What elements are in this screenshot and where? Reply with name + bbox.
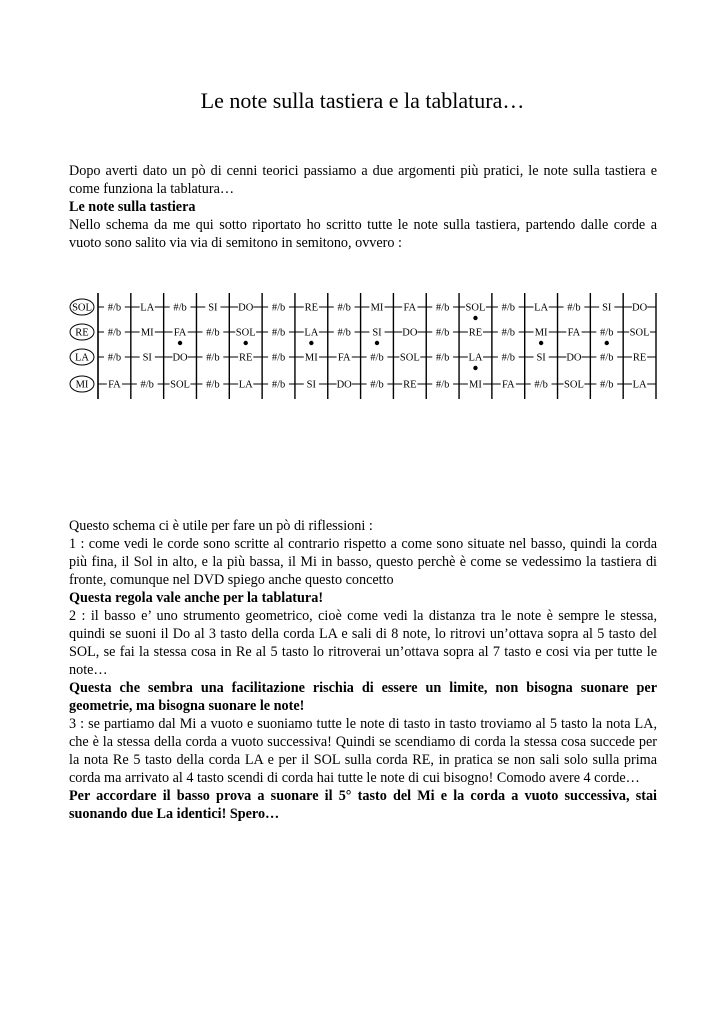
fret-note: #/b — [435, 379, 450, 391]
fret-note: #/b — [173, 302, 187, 314]
fret-note: FA — [337, 352, 351, 364]
page-title: Le note sulla tastiera e la tablatura… — [200, 88, 525, 113]
fret-note: SOL — [399, 352, 420, 364]
fret-note: #/b — [271, 302, 286, 314]
fret-note: SI — [142, 352, 152, 364]
fret-note: FA — [403, 302, 417, 314]
fret-note: #/b — [435, 327, 450, 339]
fret-note: LA — [238, 379, 253, 391]
fret-marker-dot — [473, 316, 477, 320]
fret-note: DO — [238, 302, 254, 314]
intro-paragraph-2: Nello schema da me qui sotto riportato ho scritto tutte le note sulla tastiera, partendo dalle corde a vuoto sono salito via via di semitono in semitono, ovvero : — [69, 217, 657, 251]
fret-note: DO — [336, 379, 352, 391]
fret-note: DO — [172, 352, 188, 364]
fret-note: #/b — [206, 327, 220, 339]
fret-note: MI — [469, 379, 482, 391]
fret-note: #/b — [600, 352, 614, 364]
fret-note: SOL — [170, 379, 190, 391]
fret-note: #/b — [501, 327, 516, 339]
section-heading: Le note sulla tastiera — [69, 199, 196, 215]
fret-note: SI — [208, 302, 218, 314]
fret-note: FA — [567, 327, 581, 339]
fret-note: SI — [536, 352, 546, 364]
fret-note: #/b — [501, 302, 516, 314]
fret-marker-dot — [309, 341, 313, 345]
fret-note: #/b — [600, 379, 614, 391]
fret-note: RE — [304, 302, 319, 314]
fret-note: #/b — [337, 302, 351, 314]
fret-note: #/b — [567, 302, 581, 314]
fret-note: SI — [306, 379, 317, 391]
fret-note: RE — [403, 379, 417, 391]
fret-note: FA — [108, 379, 121, 391]
fret-note: LA — [632, 379, 647, 391]
point-1: 1 : come vedi le corde sono scritte al contrario rispetto a come sono situate nel basso, quindi la corda più fina, il Sol in alto, e la più bassa, il Mi in basso, questo perchè è come se vedessimo la tastiera di fronte, comunque nel DVD spiego anche questo concetto — [69, 536, 657, 588]
fret-note: #/b — [370, 379, 384, 391]
fret-marker-dot — [473, 366, 477, 370]
open-string-label: RE — [75, 327, 89, 339]
open-string-label: MI — [75, 379, 89, 391]
fret-marker-dot — [539, 341, 543, 345]
fret-note: SI — [372, 327, 382, 339]
fret-note: LA — [468, 352, 483, 364]
fret-note: #/b — [107, 302, 122, 314]
fret-marker-dot — [605, 341, 609, 345]
point-3: 3 : se partiamo dal Mi a vuoto e suoniamo tutte le note di tasto in tasto troviamo al 5 tasto la nota LA, che è la stessa della corda a vuoto successiva! Quindi se scendiamo di corda la stessa cosa succede per la nota Re 5 tasto della corda LA e per il SOL sulla corda RE, in pratica se non sali solo sulla prima corda ma arrivato al 4 tasto scendi di corda hai tutte le note di cui bisogno! Comodo avere 4 corde… — [69, 716, 657, 786]
fret-note: #/b — [435, 352, 450, 364]
fret-note: #/b — [206, 352, 220, 364]
fret-note: MI — [140, 327, 154, 339]
intro-section — [69, 162, 657, 252]
open-string-label: SOL — [72, 302, 92, 314]
fret-note: LA — [140, 302, 155, 314]
fret-note: #/b — [140, 379, 154, 391]
fret-note: RE — [238, 352, 253, 364]
fret-note: #/b — [370, 352, 384, 364]
fret-note: #/b — [271, 352, 286, 364]
fret-note: MI — [534, 327, 548, 339]
fret-note: #/b — [337, 327, 351, 339]
reflections-intro: Questo schema ci è utile per fare un pò di riflessioni : — [69, 518, 373, 534]
open-string-label: LA — [75, 352, 89, 364]
fret-note: SOL — [235, 327, 256, 339]
fret-note: SI — [602, 302, 612, 314]
fret-note: #/b — [271, 327, 286, 339]
fret-marker-dot — [178, 341, 182, 345]
fret-note: FA — [173, 327, 187, 339]
fret-note: #/b — [107, 327, 122, 339]
fret-note: RE — [632, 352, 647, 364]
point-2: 2 : il basso e’ uno strumento geometrico, cioè come vedi la distanza tra le note è sempre le stessa, quindi se suoni il Do al 3 tasto della corda LA e sali di 8 note, lo ritrovi un’ottava sopra al 5 tasto del SOL, se fai la stessa cosa in Re al 5 tasto lo ritroverai un’ottava sopra al 7 tasto e cosi via per tutte le note… — [69, 608, 657, 678]
fret-note: SOL — [629, 327, 650, 339]
bold-note-3: Per accordare il basso prova a suonare il 5° tasto del Mi e la corda a vuoto successiva, stai suonando due La identici! Spero… — [69, 788, 657, 822]
fret-marker-dot — [244, 341, 248, 345]
fret-note: FA — [501, 379, 515, 391]
fret-note: #/b — [534, 379, 548, 391]
fret-note: MI — [370, 302, 384, 314]
fret-note: DO — [632, 302, 648, 314]
intro-paragraph: Dopo averti dato un pò di cenni teorici passiamo a due argomenti più pratici, le note sulla tastiera e come funziona la tablatura… — [69, 163, 657, 197]
reflections-section — [69, 517, 657, 823]
fret-note: DO — [402, 327, 418, 339]
fret-note: #/b — [600, 327, 614, 339]
fret-note: MI — [304, 352, 318, 364]
fret-note: DO — [566, 352, 582, 364]
fret-note: #/b — [107, 352, 122, 364]
fret-marker-dot — [375, 341, 379, 345]
fret-note: LA — [304, 327, 319, 339]
bold-note-1: Questa regola vale anche per la tablatura! — [69, 590, 324, 606]
fret-note: SOL — [564, 379, 584, 391]
fret-note: #/b — [435, 302, 450, 314]
fret-note: #/b — [501, 352, 516, 364]
fret-note: LA — [534, 302, 549, 314]
fretboard-diagram — [0, 285, 725, 415]
fret-note: #/b — [271, 379, 286, 391]
fret-note: #/b — [206, 379, 220, 391]
bold-note-2: Questa che sembra una facilitazione rischia di essere un limite, non bisogna suonare per geometrie, ma bisogna suonare le note! — [69, 680, 657, 714]
fret-note: SOL — [465, 302, 486, 314]
fret-note: RE — [468, 327, 483, 339]
